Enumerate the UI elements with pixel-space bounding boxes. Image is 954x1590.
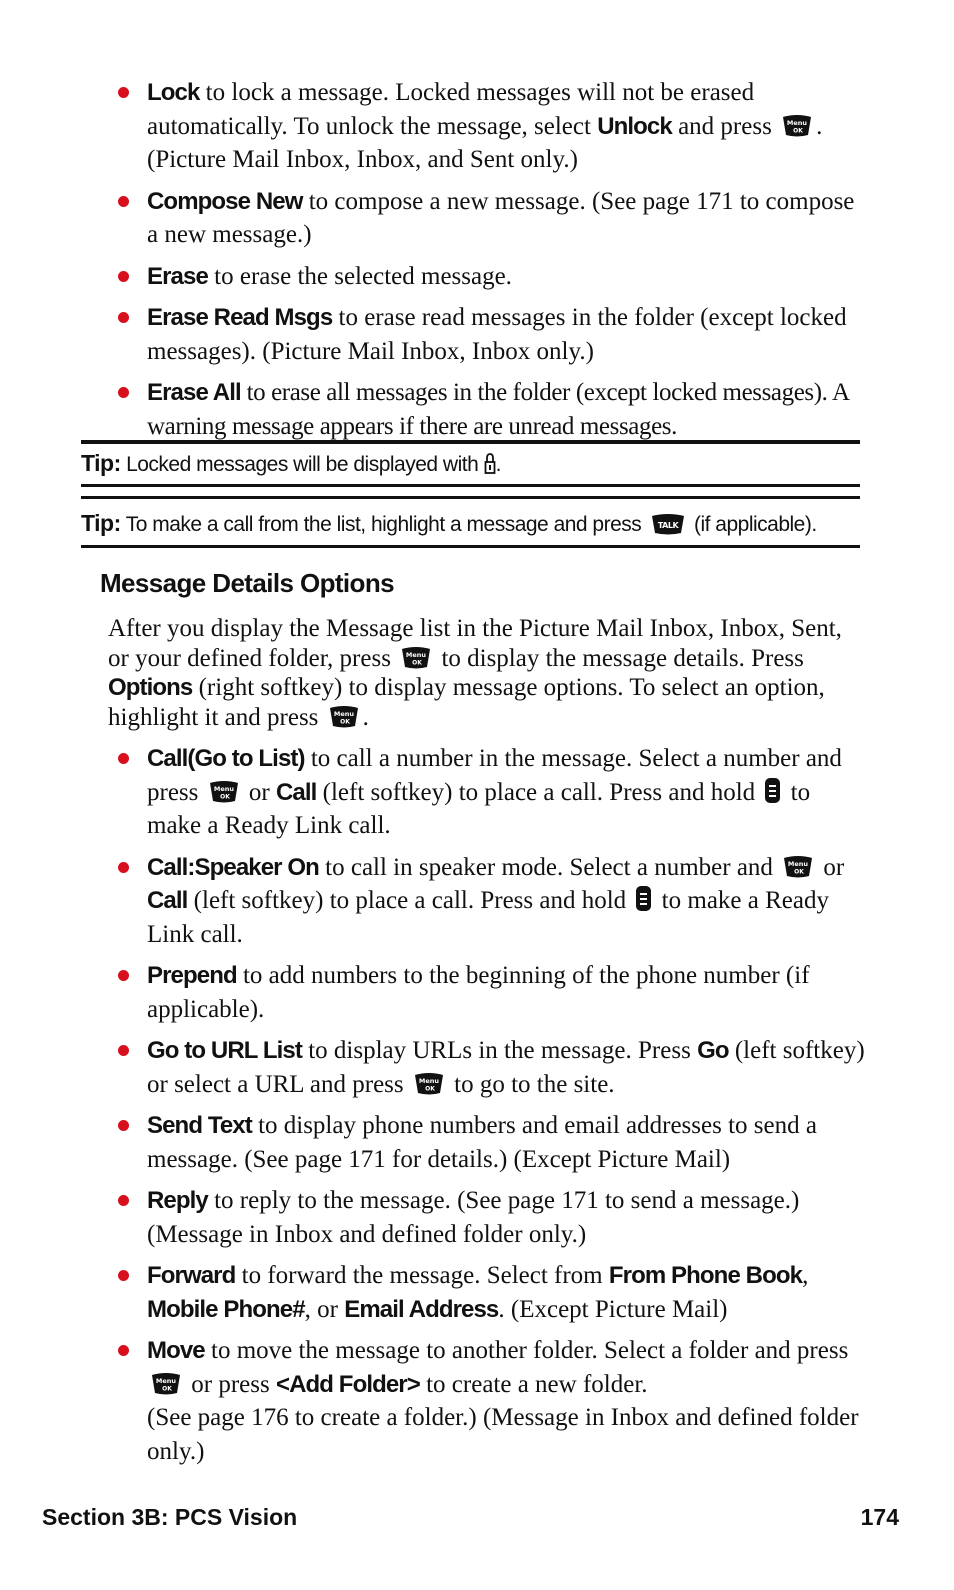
- term-go: Go: [697, 1037, 729, 1064]
- tip-rule-bottom: [81, 545, 860, 548]
- term-email-address: Email Address: [344, 1295, 499, 1323]
- term-send-text: Send Text: [147, 1112, 252, 1139]
- bullet-icon: [118, 312, 129, 323]
- menu-ok-key-icon: [208, 780, 240, 804]
- tip-lock: Tip: Locked messages will be displayed with .: [81, 450, 501, 476]
- list-item: Forward to forward the message. Select from From Phone Book, Mobile Phone#, or Email Address. (Except Picture Mail): [147, 1259, 867, 1326]
- bullet-icon: [118, 1195, 129, 1206]
- menu-ok-key-icon: [328, 705, 360, 729]
- term-call-go-to-list: Call(Go to List): [147, 745, 305, 772]
- bullet-icon: [118, 862, 129, 873]
- tip-label: Tip:: [81, 450, 121, 476]
- term-go-to-url-list: Go to URL List: [147, 1037, 302, 1064]
- page-number: 174: [860, 1504, 899, 1530]
- term-unlock: Unlock: [597, 112, 672, 140]
- bullet-icon: [118, 1120, 129, 1131]
- tip-rule-mid: [81, 484, 860, 487]
- term-compose-new: Compose New: [147, 187, 303, 215]
- term-options: Options: [108, 674, 193, 701]
- term-add-folder: <Add Folder>: [275, 1370, 420, 1398]
- list-item: Prepend to add numbers to the beginning of the phone number (if applicable).: [147, 959, 867, 1026]
- list-item: Compose New to compose a new message. (See page 171 to compose a new message.): [147, 185, 867, 252]
- term-erase-read-msgs: Erase Read Msgs: [147, 304, 333, 331]
- talk-key-icon: [651, 513, 685, 535]
- bullet-icon: [118, 970, 129, 981]
- bullet-icon: [118, 753, 129, 764]
- menu-ok-key-icon: [400, 646, 432, 670]
- bullet-icon: [118, 196, 129, 207]
- menu-ok-key-icon: [781, 114, 813, 138]
- list-item: Erase to erase the selected message.: [147, 260, 867, 294]
- term-from-phone-book: From Phone Book: [608, 1262, 803, 1289]
- menu-ok-key-icon: [782, 855, 814, 879]
- list-item: Erase Read Msgs to erase read messages in the folder (except locked messages). (Picture Mail Inbox, Inbox only.): [147, 301, 867, 368]
- tip-talk: Tip: To make a call from the list, highlight a message and press (if applicable).: [81, 510, 817, 536]
- side-key-icon: [764, 777, 781, 804]
- list-item: Move to move the message to another folder. Select a folder and press or press <Add Folder> to create a new folder. (See page 176 to create a folder.) (Message in Inbox and defined folder only.): [147, 1334, 867, 1468]
- tip-rule-mid-2: [81, 496, 860, 499]
- top-bullet-list: [147, 76, 867, 451]
- term-call-speaker-on: Call:Speaker On: [147, 853, 319, 881]
- list-item: Call(Go to List) to call a number in the message. Select a number and press or Call (left softkey) to place a call. Press and hold to make a Ready Link call.: [147, 742, 867, 843]
- term-call: Call: [147, 887, 188, 914]
- bullet-icon: [118, 1345, 129, 1356]
- tip-label: Tip:: [81, 510, 121, 536]
- options-bullet-list: [147, 742, 867, 1476]
- term-erase-all: Erase All: [147, 379, 241, 406]
- list-item: Call:Speaker On to call in speaker mode. Select a number and or Call (left softkey) to place a call. Press and hold to make a Ready Link call.: [147, 851, 867, 952]
- bullet-icon: [118, 1270, 129, 1281]
- side-key-icon: [635, 885, 652, 912]
- term-call: Call: [275, 778, 317, 806]
- term-forward: Forward: [147, 1262, 236, 1289]
- intro-paragraph: After you display the Message list in the Picture Mail Inbox, Inbox, Sent, or your defined folder, press to display the message details. Press Options (right softkey) to display message options. To select an option, highlight it and press .: [108, 615, 842, 731]
- list-item: Lock to lock a message. Locked messages will not be erased automatically. To unlock the message, select Unlock and press . (Picture Mail Inbox, Inbox, and Sent only.): [147, 76, 867, 177]
- menu-ok-key-icon: [150, 1372, 182, 1396]
- list-item: Send Text to display phone numbers and email addresses to send a message. (See page 171 for details.) (Except Picture Mail): [147, 1109, 867, 1176]
- bullet-icon: [118, 387, 129, 398]
- menu-ok-key-icon: [413, 1072, 445, 1096]
- term-lock: Lock: [147, 79, 200, 106]
- list-item: Go to URL List to display URLs in the message. Press Go (left softkey) or select a URL and press to go to the site.: [147, 1034, 867, 1101]
- bullet-icon: [118, 87, 129, 98]
- bullet-icon: [118, 1045, 129, 1056]
- section-heading: Message Details Options: [100, 568, 394, 598]
- term-prepend: Prepend: [147, 962, 237, 989]
- list-item: Reply to reply to the message. (See page 171 to send a message.) (Message in Inbox and defined folder only.): [147, 1184, 867, 1251]
- term-mobile-phone: Mobile Phone#: [147, 1295, 305, 1323]
- term-move: Move: [147, 1337, 205, 1364]
- footer-section-label: Section 3B: PCS Vision: [42, 1504, 298, 1530]
- lock-icon: [484, 453, 496, 475]
- term-reply: Reply: [147, 1187, 208, 1214]
- tip-rule-top: [81, 440, 860, 444]
- list-item: Erase All to erase all messages in the folder (except locked messages). A warning message appears if there are unread messages.: [147, 376, 867, 443]
- term-erase: Erase: [147, 262, 208, 290]
- bullet-icon: [118, 271, 129, 282]
